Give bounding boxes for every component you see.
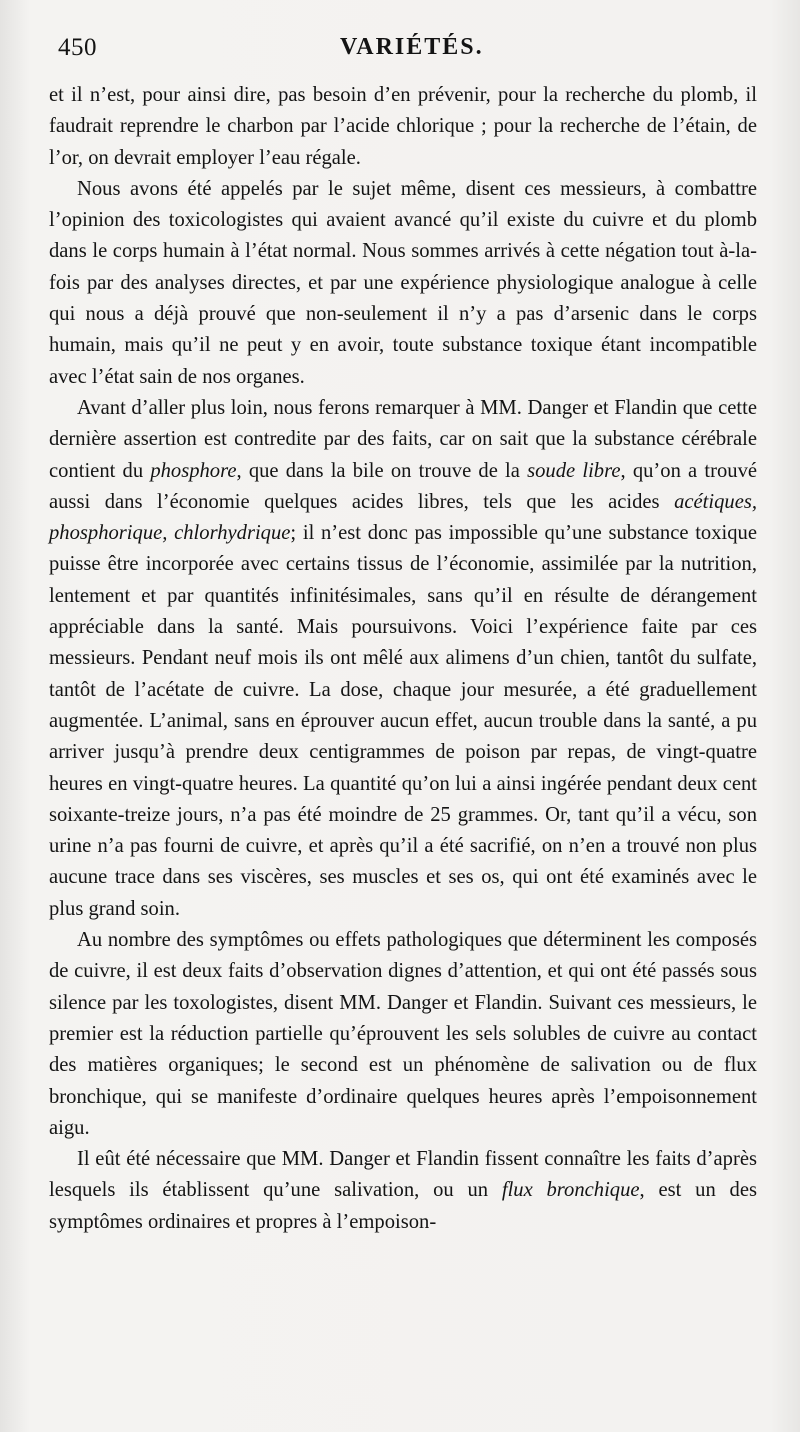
italic-text: soude libre <box>527 459 621 482</box>
page-header <box>58 34 758 74</box>
paragraph <box>49 1144 757 1238</box>
paragraph <box>49 393 757 925</box>
text-segment: et il n’est, pour ainsi dire, pas besoin d’en prévenir, pour la recherche du plomb, il faudrait reprendre le charbon par l’acide chlorique ; pour la recherche de l’étain, de l’or, on devrait employer l’eau régale. <box>49 84 757 169</box>
body-text <box>49 80 757 1238</box>
paragraph <box>49 174 757 393</box>
text-segment: Il eût été nécessaire que MM. Danger et Flandin fissent connaître les faits d’après lesquels ils établissent qu’une salivation, ou un <box>49 1148 757 1202</box>
text-segment: , que dans la bile on trouve de la <box>236 459 528 482</box>
running-title: VARIÉTÉS. <box>340 34 484 60</box>
paragraph <box>49 80 757 174</box>
italic-text: acétiques, phosphorique, chlorhydrique <box>49 490 757 545</box>
text-segment: , est un des symptômes ordinaires et propres à l’empoison- <box>49 1179 757 1233</box>
page-number: 450 <box>58 34 97 61</box>
text-segment: Nous avons été appelés par le sujet même, disent ces messieurs, à combattre l’opinion des toxicologistes qui avaient avancé qu’il existe du cuivre et du plomb dans le corps humain à l’état normal. Nous sommes arrivés à cette négation tout à-la-fois par des analyses directes, et par une expérience physiologique analogue à celle qui nous a déjà prouvé que non-seulement il n’y a pas d’arsenic dans le corps humain, mais qu’il ne peut y en avoir, toute substance toxique étant incompatible avec l’état sain de nos organes. <box>49 177 757 388</box>
text-segment: Au nombre des symptômes ou effets pathologiques que déterminent les composés de cuivre, il est deux faits d’observation dignes d’attention, et qui ont été passés sous silence par les toxologistes, disent MM. Danger et Flandin. Suivant ces messieurs, le premier est la réduction partielle qu’éprouvent les sels solubles de cuivre au contact des matières organiques; le second est un phénomène de salivation ou de flux bronchique, qui se manifeste d’ordinaire quelques heures après l’empoisonnement aigu. <box>49 929 757 1139</box>
italic-text: flux bronchique <box>501 1179 640 1202</box>
text-segment: ; il n’est donc pas impossible qu’une substance toxique puisse être incorporée avec certains tissus de l’économie, assimilée par la nutrition, lentement et par quantités infinitésimales, sans qu’il en résulte de dérangement appréciable dans la santé. Mais poursuivons. Voici l’expérience faite par ces messieurs. Pendant neuf mois ils ont mêlé aux alimens d’un chien, tantôt du sulfate, tantôt de l’acétate de cuivre. La dose, chaque jour mesurée, a été graduellement augmentée. L’animal, sans en éprouver aucun effet, aucun trouble dans la santé, a pu arriver jusqu’à prendre deux centigrammes de poison par repas, de vingt-quatre heures en vingt-quatre heures. La quantité qu’on lui a ainsi ingérée pendant deux cent soixante-treize jours, n’a pas été moindre de 25 grammes. Or, tant qu’il a vécu, son urine n’a pas fourni de cuivre, et après qu’il a été sacrifié, on n’en a trouvé non plus aucune trace dans ses viscères, ses muscles et ses os, qui ont été examinés avec le plus grand soin. <box>49 522 757 920</box>
text-segment: , qu’on a trouvé aussi dans l’économie quelques acides libres, tels que les acides <box>49 459 758 513</box>
paragraph <box>49 925 757 1144</box>
italic-text: phosphore <box>150 459 237 482</box>
text-segment: Avant d’aller plus loin, nous ferons remarquer à MM. Danger et Flandin que cette dernière assertion est contredite par des faits, car on sait que la substance cérébrale contient du <box>49 396 757 482</box>
